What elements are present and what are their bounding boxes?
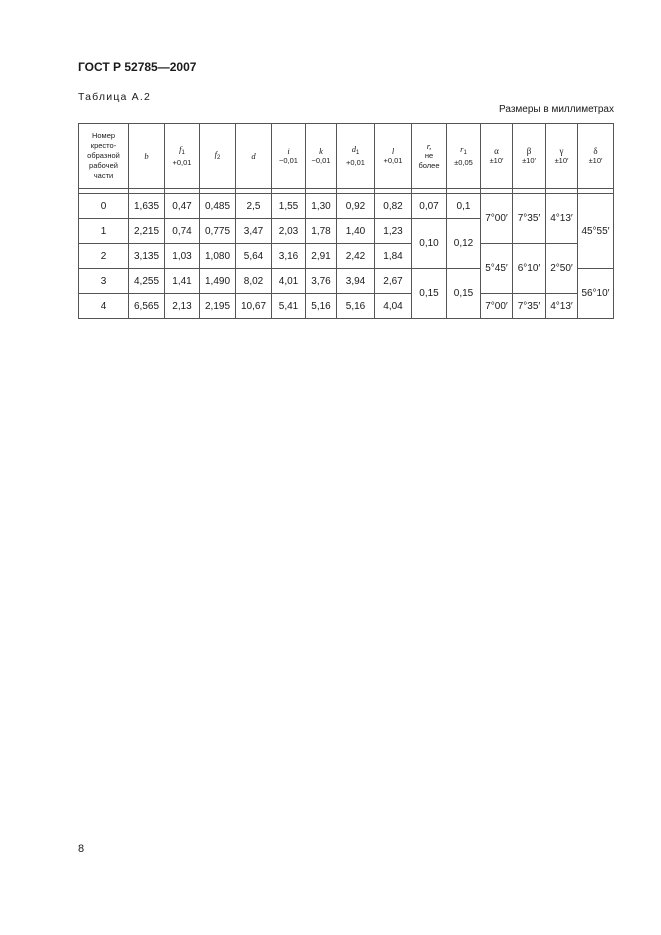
- header-r-line2: не: [424, 151, 434, 160]
- cell-b: 1,635: [129, 194, 165, 219]
- cell-r: 0,15: [412, 269, 447, 319]
- header-b: [129, 124, 165, 189]
- cell-d: 10,67: [236, 294, 272, 319]
- cell-r: 0,10: [412, 219, 447, 269]
- cell-k: 1,30: [306, 194, 337, 219]
- cell-d: 8,02: [236, 269, 272, 294]
- header-d-symbol: d: [251, 151, 256, 161]
- header-r-line3: более: [418, 161, 440, 170]
- cell-number: 4: [79, 294, 129, 319]
- cell-alpha: 7°00′: [481, 194, 513, 244]
- cell-d1: 3,94: [337, 269, 375, 294]
- cell-d: 3,47: [236, 219, 272, 244]
- cell-alpha: 7°00′: [481, 294, 513, 319]
- cell-f2: 0,775: [200, 219, 236, 244]
- cell-i: 5,41: [272, 294, 306, 319]
- header-f2: [200, 124, 236, 189]
- cell-gamma: 4°13′: [546, 294, 578, 319]
- header-f2-sub: 2: [217, 155, 221, 161]
- header-k: [306, 124, 337, 189]
- cell-l: 2,67: [375, 269, 412, 294]
- cell-k: 2,91: [306, 244, 337, 269]
- units-note: Размеры в миллиметрах: [499, 104, 614, 115]
- header-r1: [447, 124, 481, 189]
- cell-r: 0,07: [412, 194, 447, 219]
- header-f1-sub: 1: [181, 150, 185, 156]
- cell-gamma: 2°50′: [546, 244, 578, 294]
- header-beta: [513, 124, 546, 189]
- header-number-line: рабочей: [89, 161, 118, 170]
- header-gamma-symbol: γ: [559, 146, 564, 156]
- cell-f2: 1,080: [200, 244, 236, 269]
- header-l-tolerance: +0,01: [383, 156, 403, 165]
- header-d1-symbol: d: [351, 144, 356, 154]
- cell-gamma: 4°13′: [546, 194, 578, 244]
- header-f2-symbol: f: [214, 149, 218, 159]
- header-b-symbol: b: [144, 151, 149, 161]
- cell-number: 3: [79, 269, 129, 294]
- header-delta-symbol: δ: [593, 146, 598, 156]
- cell-f1: 1,41: [165, 269, 200, 294]
- header-d1-sub: 1: [355, 150, 360, 156]
- header-beta-symbol: β: [526, 146, 532, 156]
- header-number: [79, 124, 129, 189]
- cell-f1: 2,13: [165, 294, 200, 319]
- page-number: 8: [78, 843, 85, 855]
- cell-d: 2,5: [236, 194, 272, 219]
- cell-number: 1: [79, 219, 129, 244]
- table-caption: Таблица А.2: [78, 91, 152, 103]
- header-k-symbol: k: [319, 146, 323, 156]
- cell-d1: 5,16: [337, 294, 375, 319]
- cell-k: 5,16: [306, 294, 337, 319]
- cell-f2: 1,490: [200, 269, 236, 294]
- cell-beta: 7°35′: [513, 294, 546, 319]
- cell-k: 3,76: [306, 269, 337, 294]
- cell-l: 0,82: [375, 194, 412, 219]
- header-alpha: [481, 124, 513, 189]
- header-number-line: части: [93, 171, 114, 180]
- header-number-line: Номер: [91, 131, 116, 140]
- cell-l: 1,23: [375, 219, 412, 244]
- dimensions-table: [78, 123, 614, 319]
- cell-r1: 0,15: [447, 269, 481, 319]
- cell-alpha: 5°45′: [481, 244, 513, 294]
- cell-d1: 2,42: [337, 244, 375, 269]
- header-gamma-tolerance: ±10′: [554, 156, 569, 165]
- cell-f1: 0,74: [165, 219, 200, 244]
- header-gamma: [546, 124, 578, 189]
- header-alpha-tolerance: ±10′: [489, 156, 504, 165]
- cell-d1: 0,92: [337, 194, 375, 219]
- cell-b: 2,215: [129, 219, 165, 244]
- cell-f1: 1,03: [165, 244, 200, 269]
- header-r-symbol: r,: [426, 141, 432, 151]
- cell-number: 0: [79, 194, 129, 219]
- header-d1: [337, 124, 375, 189]
- cell-number: 2: [79, 244, 129, 269]
- header-l-symbol: l: [391, 146, 395, 156]
- header-d1-tolerance: +0,01: [346, 158, 365, 167]
- cell-l: 1,84: [375, 244, 412, 269]
- header-k-tolerance: −0,01: [311, 156, 331, 165]
- cell-f2: 0,485: [200, 194, 236, 219]
- cell-r1: 0,1: [447, 194, 481, 219]
- header-d: [236, 124, 272, 189]
- cell-i: 4,01: [272, 269, 306, 294]
- header-i-tolerance: −0,01: [279, 156, 298, 165]
- header-number-line: кресто-: [90, 141, 117, 150]
- header-r1-sub: 1: [463, 150, 467, 156]
- header-f1-symbol: f: [179, 144, 182, 154]
- header-number-line: образной: [87, 151, 120, 160]
- header-delta: [578, 124, 614, 189]
- cell-k: 1,78: [306, 219, 337, 244]
- header-row: [79, 124, 614, 189]
- cell-i: 1,55: [272, 194, 306, 219]
- cell-i: 2,03: [272, 219, 306, 244]
- cell-delta: 45°55′: [578, 194, 614, 269]
- cell-beta: 6°10′: [513, 244, 546, 294]
- cell-f1: 0,47: [165, 194, 200, 219]
- table-row: [79, 294, 614, 319]
- header-l: [375, 124, 412, 189]
- header-beta-tolerance: ±10′: [522, 156, 536, 165]
- cell-b: 3,135: [129, 244, 165, 269]
- cell-r1: 0,12: [447, 219, 481, 269]
- header-f1-tolerance: +0,01: [172, 158, 192, 167]
- cell-f2: 2,195: [200, 294, 236, 319]
- table-row: [79, 194, 614, 219]
- cell-i: 3,16: [272, 244, 306, 269]
- header-r1-tolerance: ±0,05: [454, 158, 473, 167]
- header-f1: [165, 124, 200, 189]
- cell-beta: 7°35′: [513, 194, 546, 244]
- cell-delta: 56°10′: [578, 269, 614, 319]
- header-r1-symbol: r: [460, 144, 464, 154]
- cell-l: 4,04: [375, 294, 412, 319]
- cell-d1: 1,40: [337, 219, 375, 244]
- header-delta-tolerance: ±10′: [588, 156, 603, 165]
- header-i: [272, 124, 306, 189]
- document-code: ГОСТ Р 52785—2007: [78, 60, 197, 74]
- cell-d: 5,64: [236, 244, 272, 269]
- cell-b: 6,565: [129, 294, 165, 319]
- header-r: [412, 124, 447, 189]
- table-row: [79, 244, 614, 269]
- header-alpha-symbol: α: [494, 146, 499, 156]
- cell-b: 4,255: [129, 269, 165, 294]
- header-i-symbol: i: [287, 146, 290, 156]
